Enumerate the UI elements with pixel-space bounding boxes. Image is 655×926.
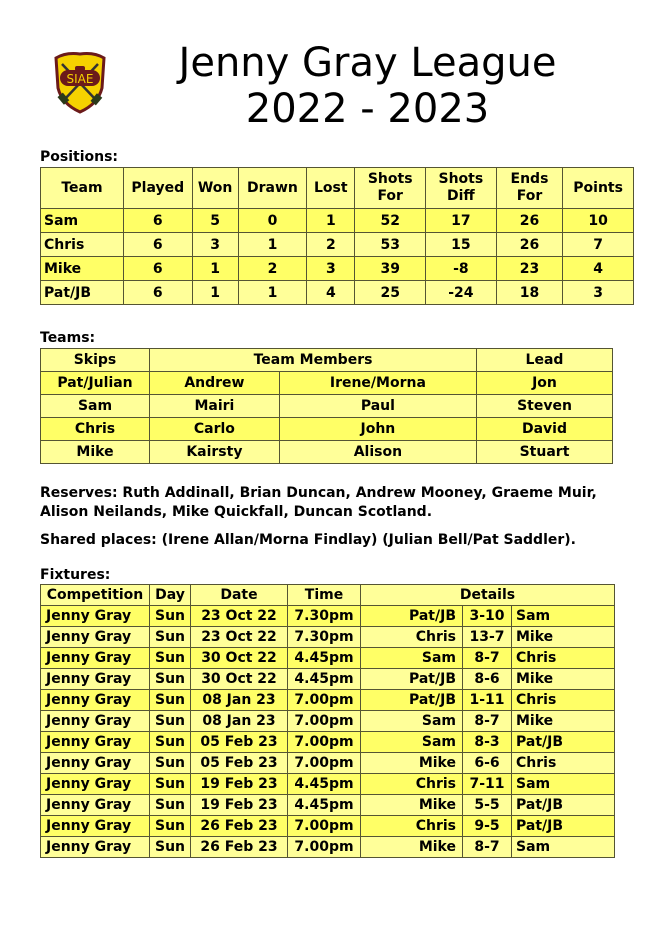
positions-cell: 6 bbox=[123, 233, 192, 257]
fixture-home-team: Mike bbox=[361, 837, 463, 858]
fixture-home-team: Chris bbox=[361, 774, 463, 795]
fixture-date: 05 Feb 23 bbox=[191, 753, 288, 774]
fixture-date: 26 Feb 23 bbox=[191, 816, 288, 837]
fixture-score: 1-11 bbox=[463, 690, 512, 711]
fixture-day: Sun bbox=[150, 816, 191, 837]
fixtures-header-day: Day bbox=[150, 585, 191, 606]
fixture-date: 26 Feb 23 bbox=[191, 837, 288, 858]
teams-cell: Steven bbox=[477, 395, 613, 418]
fixture-competition: Jenny Gray bbox=[41, 648, 150, 669]
teams-cell: Stuart bbox=[477, 441, 613, 464]
fixture-home-team: Sam bbox=[361, 648, 463, 669]
teams-cell: Paul bbox=[279, 395, 476, 418]
fixture-row bbox=[41, 627, 615, 648]
positions-cell: 1 bbox=[192, 281, 238, 305]
positions-cell: 5 bbox=[192, 209, 238, 233]
positions-row bbox=[41, 233, 634, 257]
positions-cell: 3 bbox=[192, 233, 238, 257]
teams-cell: John bbox=[279, 418, 476, 441]
fixture-time: 7.00pm bbox=[288, 753, 361, 774]
positions-cell: 2 bbox=[307, 233, 355, 257]
positions-cell: 3 bbox=[307, 257, 355, 281]
fixture-competition: Jenny Gray bbox=[41, 816, 150, 837]
teams-cell: Jon bbox=[477, 372, 613, 395]
fixture-away-team: Pat/JB bbox=[512, 732, 615, 753]
fixture-day: Sun bbox=[150, 753, 191, 774]
fixture-competition: Jenny Gray bbox=[41, 711, 150, 732]
fixture-time: 7.00pm bbox=[288, 816, 361, 837]
teams-label: Teams: bbox=[40, 330, 96, 346]
fixture-away-team: Chris bbox=[512, 753, 615, 774]
fixture-competition: Jenny Gray bbox=[41, 669, 150, 690]
teams-cell: Mairi bbox=[150, 395, 280, 418]
fixture-day: Sun bbox=[150, 648, 191, 669]
fixture-row bbox=[41, 795, 615, 816]
positions-row bbox=[41, 281, 634, 305]
fixture-score: 8-7 bbox=[463, 711, 512, 732]
fixture-home-team: Pat/JB bbox=[361, 690, 463, 711]
fixture-competition: Jenny Gray bbox=[41, 627, 150, 648]
fixture-score: 8-7 bbox=[463, 648, 512, 669]
positions-cell: 18 bbox=[496, 281, 563, 305]
fixture-row bbox=[41, 606, 615, 627]
fixture-home-team: Sam bbox=[361, 732, 463, 753]
fixture-away-team: Chris bbox=[512, 648, 615, 669]
club-logo bbox=[52, 48, 108, 114]
teams-cell: Mike bbox=[41, 441, 150, 464]
fixture-date: 23 Oct 22 bbox=[191, 627, 288, 648]
positions-cell: 4 bbox=[307, 281, 355, 305]
fixture-date: 08 Jan 23 bbox=[191, 690, 288, 711]
fixture-row bbox=[41, 711, 615, 732]
fixture-time: 4.45pm bbox=[288, 774, 361, 795]
positions-cell: 2 bbox=[238, 257, 307, 281]
reserves-text: Reserves: Ruth Addinall, Brian Duncan, Andrew Mooney, Graeme Muir, Alison Neilands, Mike Quickfall, Duncan Scotland. bbox=[40, 485, 597, 520]
fixture-row bbox=[41, 690, 615, 711]
positions-header-lost: Lost bbox=[307, 168, 355, 209]
positions-cell: 17 bbox=[426, 209, 497, 233]
fixture-score: 8-6 bbox=[463, 669, 512, 690]
fixture-date: 30 Oct 22 bbox=[191, 669, 288, 690]
logo-text: SIAE bbox=[66, 72, 94, 86]
fixture-home-team: Chris bbox=[361, 816, 463, 837]
teams-row bbox=[41, 441, 613, 464]
positions-header-won: Won bbox=[192, 168, 238, 209]
fixture-date: 05 Feb 23 bbox=[191, 732, 288, 753]
teams-header-skips: Skips bbox=[41, 349, 150, 372]
fixture-time: 7.00pm bbox=[288, 837, 361, 858]
fixture-day: Sun bbox=[150, 774, 191, 795]
teams-cell: Kairsty bbox=[150, 441, 280, 464]
fixture-time: 7.30pm bbox=[288, 627, 361, 648]
fixture-row bbox=[41, 753, 615, 774]
positions-header-shots-diff: Shots Diff bbox=[426, 168, 497, 209]
fixtures-header-row bbox=[41, 585, 615, 606]
positions-header-team: Team bbox=[41, 168, 124, 209]
fixture-competition: Jenny Gray bbox=[41, 690, 150, 711]
positions-cell: 53 bbox=[355, 233, 426, 257]
fixture-row bbox=[41, 669, 615, 690]
positions-label: Positions: bbox=[40, 149, 119, 165]
positions-cell: 6 bbox=[123, 257, 192, 281]
fixture-day: Sun bbox=[150, 711, 191, 732]
fixture-score: 9-5 bbox=[463, 816, 512, 837]
fixture-score: 7-11 bbox=[463, 774, 512, 795]
teams-header-members: Team Members bbox=[150, 349, 477, 372]
teams-cell: Alison bbox=[279, 441, 476, 464]
positions-header-ends-for: Ends For bbox=[496, 168, 563, 209]
fixture-day: Sun bbox=[150, 690, 191, 711]
positions-cell: 52 bbox=[355, 209, 426, 233]
teams-cell: Pat/Julian bbox=[41, 372, 150, 395]
positions-cell: 25 bbox=[355, 281, 426, 305]
positions-cell: 6 bbox=[123, 209, 192, 233]
positions-cell: -8 bbox=[426, 257, 497, 281]
positions-cell: Chris bbox=[41, 233, 124, 257]
teams-row bbox=[41, 418, 613, 441]
fixture-away-team: Sam bbox=[512, 837, 615, 858]
fixture-score: 8-3 bbox=[463, 732, 512, 753]
positions-cell: 39 bbox=[355, 257, 426, 281]
positions-row bbox=[41, 257, 634, 281]
fixture-row bbox=[41, 837, 615, 858]
fixture-competition: Jenny Gray bbox=[41, 774, 150, 795]
positions-cell: 1 bbox=[238, 281, 307, 305]
teams-cell: David bbox=[477, 418, 613, 441]
positions-header-points: Points bbox=[563, 168, 634, 209]
page-title bbox=[150, 40, 585, 132]
positions-cell: 1 bbox=[238, 233, 307, 257]
positions-cell: Pat/JB bbox=[41, 281, 124, 305]
teams-cell: Andrew bbox=[150, 372, 280, 395]
fixture-date: 08 Jan 23 bbox=[191, 711, 288, 732]
fixture-competition: Jenny Gray bbox=[41, 606, 150, 627]
title-line-2: 2022 - 2023 bbox=[245, 86, 490, 132]
positions-cell: 3 bbox=[563, 281, 634, 305]
fixtures-header-competition: Competition bbox=[41, 585, 150, 606]
fixture-home-team: Mike bbox=[361, 753, 463, 774]
positions-header-row bbox=[41, 168, 634, 209]
fixture-competition: Jenny Gray bbox=[41, 795, 150, 816]
positions-cell: 15 bbox=[426, 233, 497, 257]
teams-row bbox=[41, 395, 613, 418]
fixture-row bbox=[41, 774, 615, 795]
fixture-date: 23 Oct 22 bbox=[191, 606, 288, 627]
fixtures-header-time: Time bbox=[288, 585, 361, 606]
fixture-home-team: Pat/JB bbox=[361, 606, 463, 627]
positions-cell: Sam bbox=[41, 209, 124, 233]
fixture-away-team: Chris bbox=[512, 690, 615, 711]
fixture-time: 7.30pm bbox=[288, 606, 361, 627]
fixture-score: 6-6 bbox=[463, 753, 512, 774]
fixture-day: Sun bbox=[150, 669, 191, 690]
fixture-home-team: Sam bbox=[361, 711, 463, 732]
positions-cell: 1 bbox=[307, 209, 355, 233]
fixtures-header-date: Date bbox=[191, 585, 288, 606]
fixture-time: 4.45pm bbox=[288, 795, 361, 816]
positions-cell: 26 bbox=[496, 209, 563, 233]
fixture-date: 30 Oct 22 bbox=[191, 648, 288, 669]
fixture-row bbox=[41, 816, 615, 837]
positions-cell: 6 bbox=[123, 281, 192, 305]
fixture-score: 8-7 bbox=[463, 837, 512, 858]
positions-header-shots-for: Shots For bbox=[355, 168, 426, 209]
positions-cell: 7 bbox=[563, 233, 634, 257]
teams-header-row bbox=[41, 349, 613, 372]
fixture-day: Sun bbox=[150, 627, 191, 648]
fixture-time: 4.45pm bbox=[288, 648, 361, 669]
fixture-home-team: Pat/JB bbox=[361, 669, 463, 690]
teams-header-lead: Lead bbox=[477, 349, 613, 372]
shared-places-text: Shared places: (Irene Allan/Morna Findlay) (Julian Bell/Pat Saddler). bbox=[40, 532, 576, 548]
fixture-day: Sun bbox=[150, 795, 191, 816]
fixture-day: Sun bbox=[150, 732, 191, 753]
fixture-day: Sun bbox=[150, 837, 191, 858]
fixture-date: 19 Feb 23 bbox=[191, 774, 288, 795]
positions-table bbox=[40, 167, 634, 305]
teams-cell: Sam bbox=[41, 395, 150, 418]
fixture-row bbox=[41, 732, 615, 753]
fixture-time: 7.00pm bbox=[288, 690, 361, 711]
positions-cell: 1 bbox=[192, 257, 238, 281]
positions-cell: 4 bbox=[563, 257, 634, 281]
fixture-row bbox=[41, 648, 615, 669]
fixture-away-team: Pat/JB bbox=[512, 816, 615, 837]
fixture-score: 13-7 bbox=[463, 627, 512, 648]
fixture-away-team: Sam bbox=[512, 606, 615, 627]
fixture-away-team: Sam bbox=[512, 774, 615, 795]
fixtures-label: Fixtures: bbox=[40, 567, 111, 583]
fixture-competition: Jenny Gray bbox=[41, 837, 150, 858]
fixture-competition: Jenny Gray bbox=[41, 753, 150, 774]
fixture-home-team: Chris bbox=[361, 627, 463, 648]
fixture-home-team: Mike bbox=[361, 795, 463, 816]
fixture-away-team: Mike bbox=[512, 627, 615, 648]
fixture-competition: Jenny Gray bbox=[41, 732, 150, 753]
positions-header-played: Played bbox=[123, 168, 192, 209]
positions-row bbox=[41, 209, 634, 233]
teams-cell: Carlo bbox=[150, 418, 280, 441]
teams-row bbox=[41, 372, 613, 395]
positions-cell: Mike bbox=[41, 257, 124, 281]
fixture-time: 4.45pm bbox=[288, 669, 361, 690]
fixture-date: 19 Feb 23 bbox=[191, 795, 288, 816]
positions-cell: 23 bbox=[496, 257, 563, 281]
fixture-time: 7.00pm bbox=[288, 711, 361, 732]
fixture-score: 5-5 bbox=[463, 795, 512, 816]
positions-cell: 10 bbox=[563, 209, 634, 233]
fixture-day: Sun bbox=[150, 606, 191, 627]
positions-cell: 26 bbox=[496, 233, 563, 257]
fixture-away-team: Pat/JB bbox=[512, 795, 615, 816]
fixture-away-team: Mike bbox=[512, 711, 615, 732]
fixture-time: 7.00pm bbox=[288, 732, 361, 753]
positions-cell: -24 bbox=[426, 281, 497, 305]
teams-table bbox=[40, 348, 613, 464]
fixture-away-team: Mike bbox=[512, 669, 615, 690]
positions-cell: 0 bbox=[238, 209, 307, 233]
fixtures-table bbox=[40, 584, 615, 858]
teams-cell: Irene/Morna bbox=[279, 372, 476, 395]
fixture-score: 3-10 bbox=[463, 606, 512, 627]
fixtures-header-details: Details bbox=[361, 585, 615, 606]
title-line-1: Jenny Gray League bbox=[178, 40, 557, 86]
teams-cell: Chris bbox=[41, 418, 150, 441]
positions-header-drawn: Drawn bbox=[238, 168, 307, 209]
